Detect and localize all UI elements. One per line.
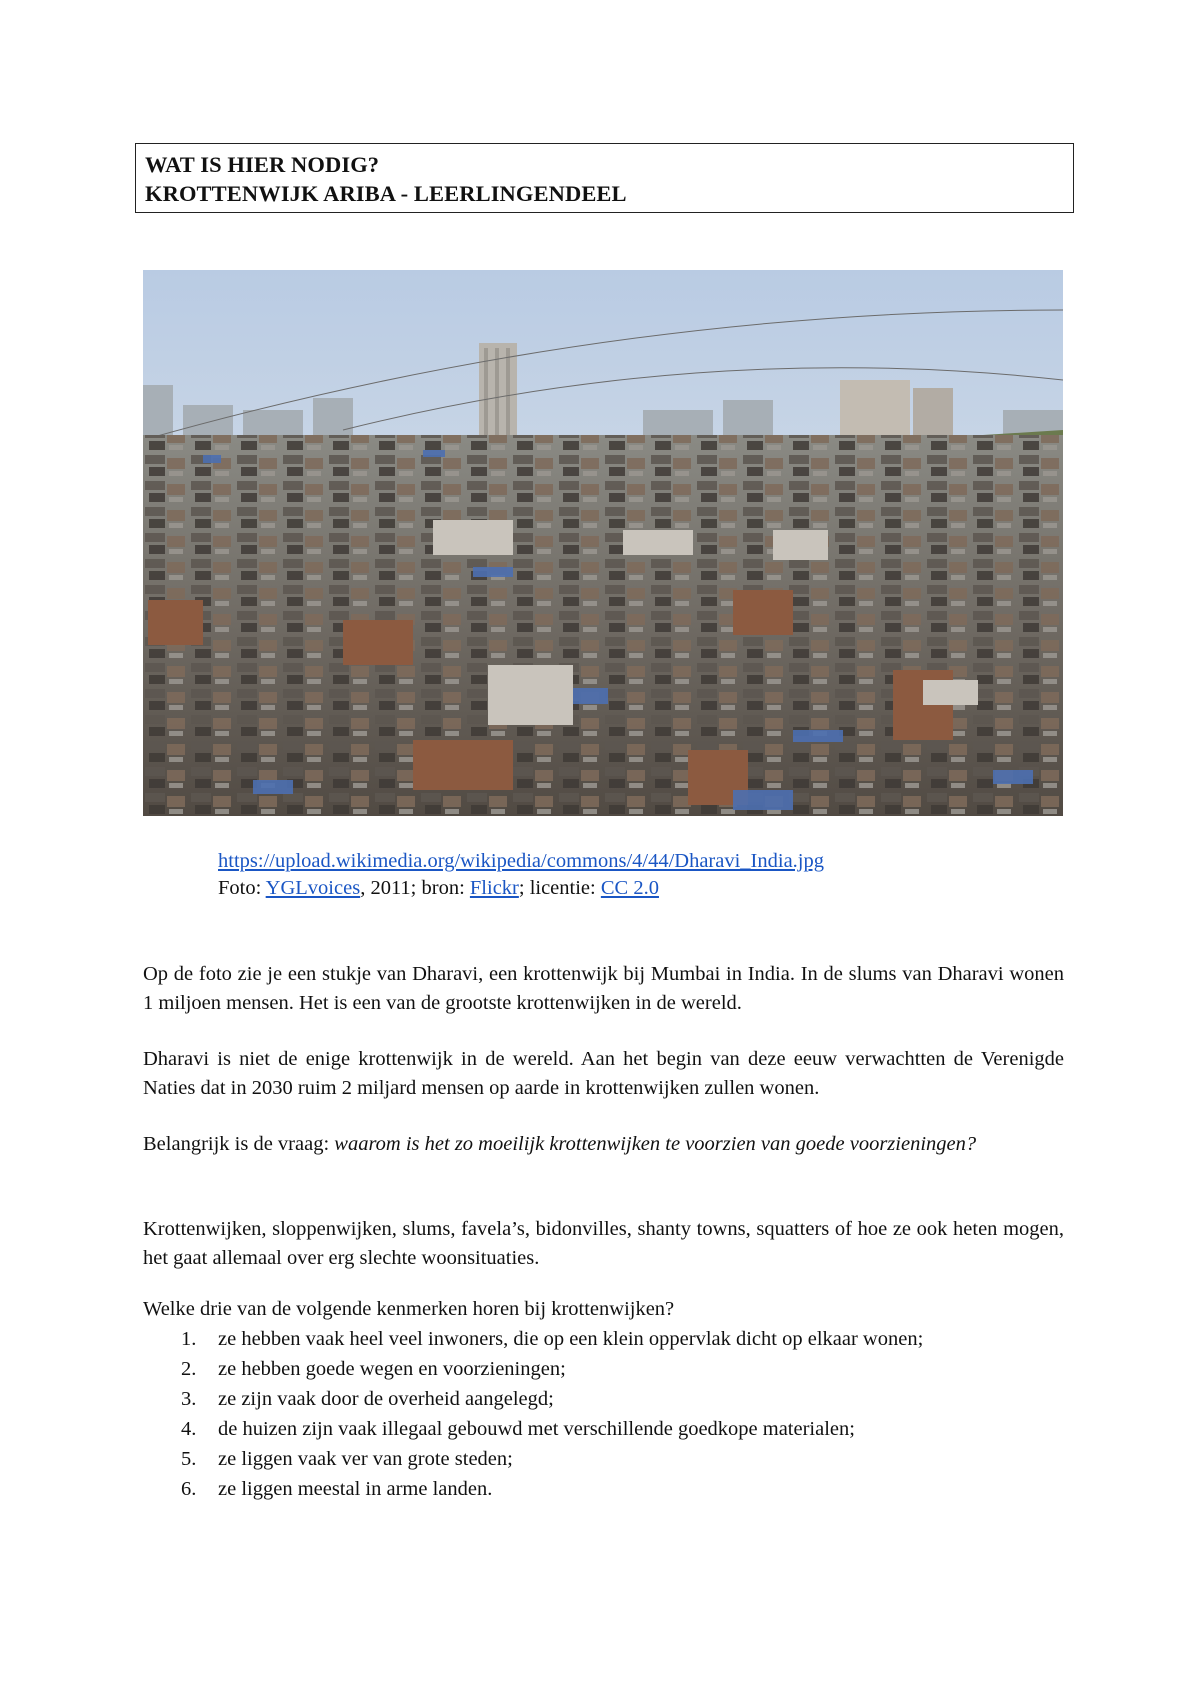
paragraph-names: Krottenwijken, sloppenwijken, slums, favela’s, bidonvilles, shanty towns, squatters of hoe ze ook heten mogen, het gaat allemaal over erg slechte woonsituaties. [143,1218,1064,1269]
author-link[interactable]: YGLvoices [265,877,361,899]
question-italic: waarom is het zo moeilijk krottenwijken te voorzien van goede voorzieningen? [334,1133,977,1155]
list-text: ze zijn vaak door de overheid aangelegd; [218,1388,554,1410]
paragraph-dharavi: Dharavi is niet de enige krottenwijk in de wereld. Aan het begin van deze eeuw verwachtten de Verenigde Naties dat in 2030 ruim 2 miljard mensen op aarde in krottenwijken zullen wonen. [143,1048,1064,1099]
list-number: 4. [181,1418,197,1440]
list-number: 3. [181,1388,197,1410]
title-line-1: WAT IS HIER NODIG? [145,152,380,177]
list-number: 1. [181,1328,197,1350]
list-item [143,1324,1073,1354]
source-link[interactable]: Flickr [469,877,519,899]
list-number: 2. [181,1358,197,1380]
source-url-link[interactable]: https://upload.wikimedia.org/wikipedia/commons/4/44/Dharavi_India.jpg [218,850,824,872]
list-text: ze hebben goede wegen en voorzieningen; [218,1358,566,1380]
question-lead: Belangrijk is de vraag: [143,1133,335,1155]
list-number: 6. [181,1478,197,1500]
year-separator: , 2011; bron: [360,877,470,899]
list-number: 5. [181,1448,197,1470]
license-separator: ; licentie: [518,877,601,899]
list-item [143,1474,1073,1504]
foto-prefix: Foto: [218,877,266,899]
title-line-2: KROTTENWIJK ARIBA - LEERLINGENDEEL [145,181,627,206]
paragraph-intro: Op de foto zie je een stukje van Dharavi, een krottenwijk bij Mumbai in India. In de slums van Dharavi wonen 1 miljoen mensen. Het is een van de grootste krottenwijken in de wereld. [143,963,1064,1014]
paragraph-prompt: Welke drie van de volgende kenmerken horen bij krottenwijken? [143,1298,675,1320]
caption-url-line [218,848,824,875]
list-text: ze hebben vaak heel veel inwoners, die op een klein oppervlak dicht op elkaar wonen; [218,1328,924,1350]
list-text: de huizen zijn vaak illegaal gebouwd met verschillende goedkope materialen; [218,1418,855,1440]
list-text: ze liggen meestal in arme landen. [218,1478,493,1500]
dharavi-photo [143,270,1063,816]
list-item [143,1354,1073,1384]
characteristics-list [143,1324,1073,1504]
list-item [143,1444,1073,1474]
license-link[interactable]: CC 2.0 [600,877,659,899]
photo-caption [218,848,824,902]
title-box [135,143,1074,213]
paragraph-question [143,1130,1064,1159]
list-text: ze liggen vaak ver van grote steden; [218,1448,513,1470]
list-item [143,1414,1073,1444]
caption-credit-line [218,875,824,902]
list-item [143,1384,1073,1414]
